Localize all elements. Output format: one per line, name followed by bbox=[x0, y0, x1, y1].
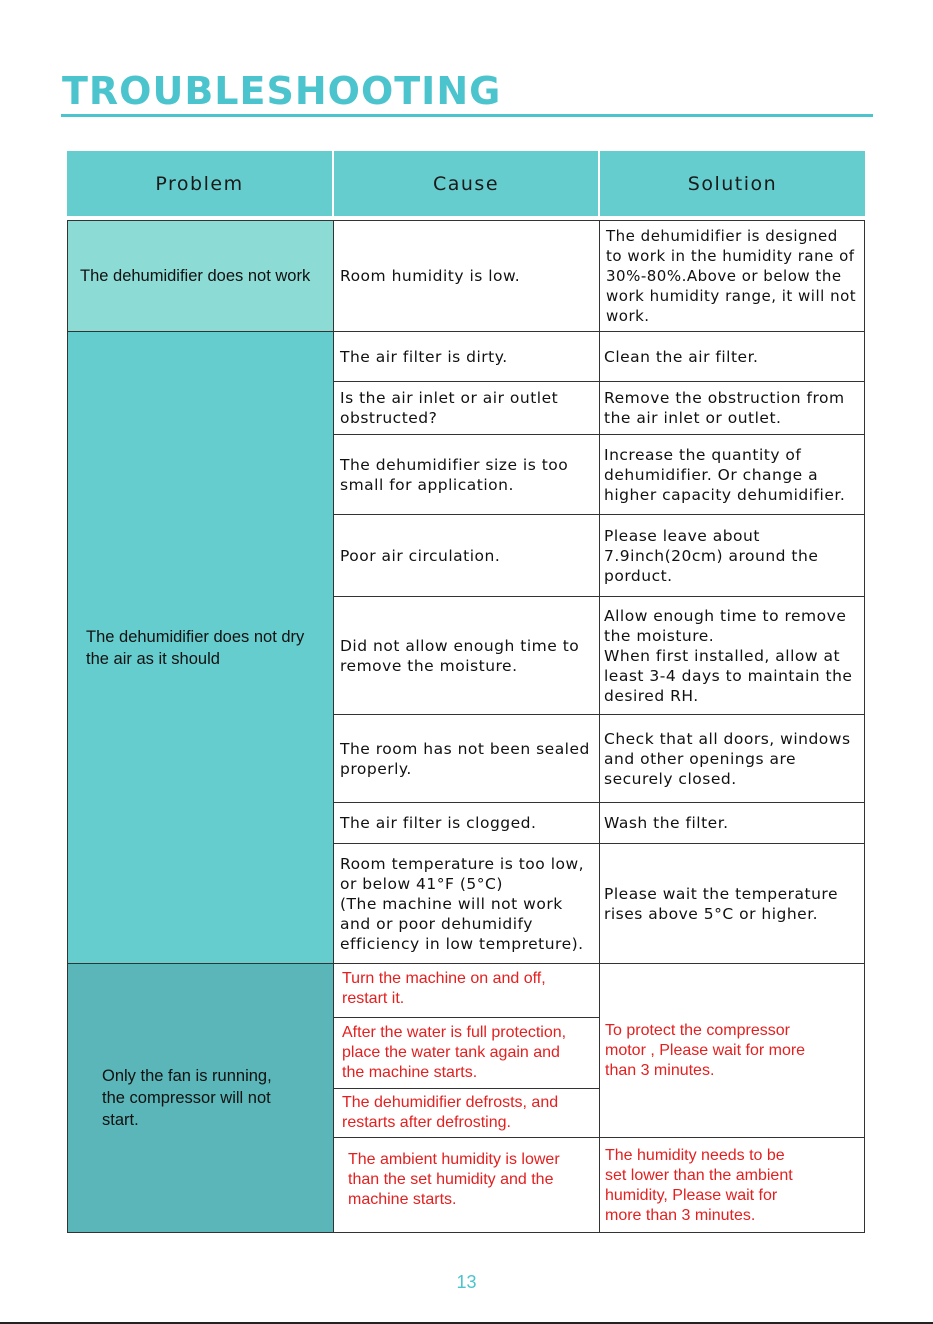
cause-cell: Turn the machine on and off, restart it. bbox=[342, 970, 546, 1007]
cause-cell: Did not allow enough time to remove the moisture. bbox=[340, 636, 580, 675]
title-divider bbox=[61, 114, 873, 117]
cause-cell: The dehumidifier size is too small for application. bbox=[340, 455, 569, 494]
solution-cell: The dehumidifier is designed to work in the humidity rane of 30%-80%.Above or below the work humidity range, it will not work. bbox=[606, 227, 857, 325]
solution-cell: Check that all doors, windows and other openings are securely closed. bbox=[604, 729, 851, 788]
solution-cell: Wash the filter. bbox=[604, 814, 729, 832]
cause-cell: Room humidity is low. bbox=[340, 267, 521, 285]
header-cause: Cause bbox=[334, 151, 598, 216]
solution-cell: Allow enough time to remove the moisture. When first installed, allow at least 3-4 days to maintain the desired RH. bbox=[604, 606, 853, 705]
solution-cell: Increase the quantity of dehumidifier. Or change a higher capacity dehumidifier. bbox=[604, 445, 846, 504]
cause-cell: The room has not been sealed properly. bbox=[340, 739, 590, 778]
problem-cell: The dehumidifier does not dry the air as it should bbox=[67, 331, 334, 964]
solution-cell: To protect the compressor motor , Please wait for more than 3 minutes. bbox=[605, 1021, 806, 1079]
cause-cell: Is the air inlet or air outlet obstructed? bbox=[340, 389, 559, 427]
page-title: TROUBLESHOOTING bbox=[62, 69, 502, 113]
solution-cell: The humidity needs to be set lower than the ambient humidity, Please wait for more than 3 minutes. bbox=[605, 1146, 793, 1224]
page-number: 13 bbox=[456, 1272, 477, 1292]
cause-cell: Poor air circulation. bbox=[340, 546, 501, 565]
solution-cell: Remove the obstruction from the air inlet or outlet. bbox=[604, 389, 845, 427]
cause-cell: The ambient humidity is lower than the set humidity and the machine starts. bbox=[348, 1151, 560, 1208]
solution-cell: Please wait the temperature rises above 5°C or higher. bbox=[604, 884, 839, 923]
solution-cell: Clean the air filter. bbox=[604, 347, 759, 366]
header-solution: Solution bbox=[600, 151, 865, 216]
header-problem: Problem bbox=[67, 151, 332, 216]
solution-cell: Please leave about 7.9inch(20cm) around the porduct. bbox=[604, 526, 819, 585]
cause-cell: Room temperature is too low, or below 41°F (5°C) (The machine will not work and or poor dehumidify efficiency in low tempreture). bbox=[340, 854, 585, 953]
cause-cell: The dehumidifier defrosts, and restarts after defrosting. bbox=[342, 1094, 559, 1131]
cause-cell: After the water is full protection, place the water tank again and the machine starts. bbox=[342, 1024, 567, 1081]
problem-cell: The dehumidifier does not work bbox=[67, 220, 334, 332]
cause-cell: The air filter is dirty. bbox=[340, 347, 508, 366]
problem-cell: Only the fan is running, the compressor will not start. bbox=[67, 963, 334, 1233]
cause-cell: The air filter is clogged. bbox=[340, 814, 537, 832]
